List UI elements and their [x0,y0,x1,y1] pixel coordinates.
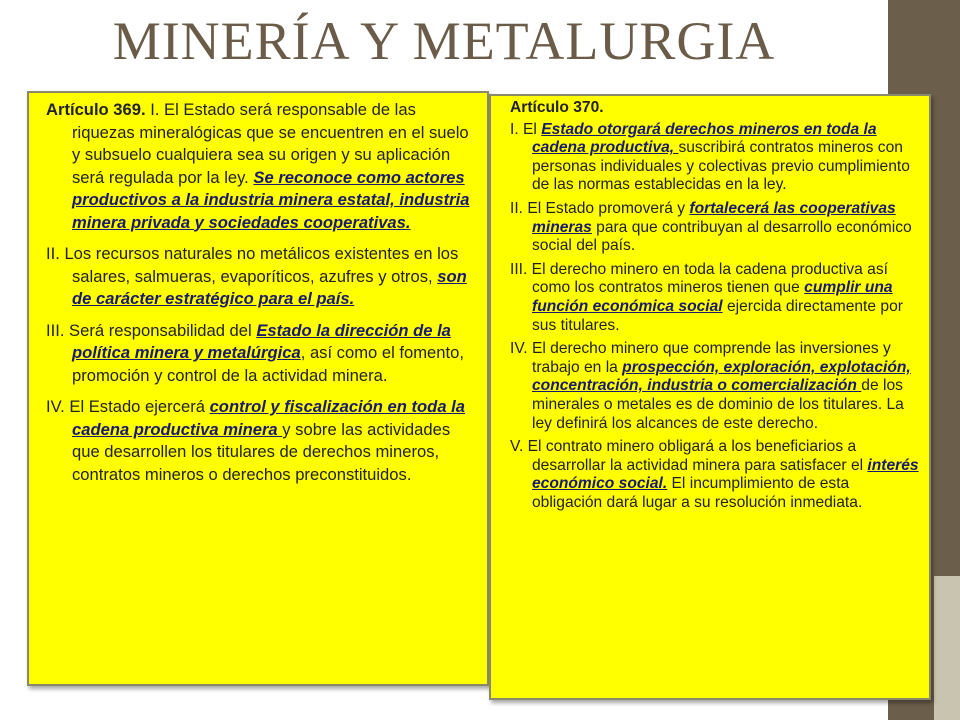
article-369-p2-highlight: son de carácter estratégico para el país. [72,266,467,308]
article-369-p3-text: III. Será responsabilidad del [46,320,257,340]
article-370-p3-highlight: cumplir una función económica social [532,279,893,315]
article-370-p3-tail: ejercida directamente por sus titulares. [532,297,903,334]
article-370-box [489,94,931,700]
article-369-box [27,91,489,686]
article-370-p2-highlight: fortalecerá las cooperativas mineras [532,199,896,236]
article-370-paragraph-5 [510,438,919,512]
article-370-p3-text: III. El derecho minero en toda la cadena productiva así como los contratos mineros tienen que [510,260,888,297]
article-370-p5-highlight: interés económico social. [532,456,919,493]
slide-title: MINERÍA Y METALURGIA [112,11,776,71]
article-370-paragraph-1 [510,121,919,195]
article-369-p4-highlight: control y fiscalización en toda la cadena productiva minera [72,397,465,439]
decorative-sidebar-accent [934,576,960,720]
article-370-p5-text: V. El contrato minero obligará a los beneficiarios a desarrollar la actividad minera para satisfacer el [510,438,868,474]
article-370-p4-text: IV. El derecho minero que comprende las inversiones y trabajo en la [510,340,891,376]
article-370-p1-highlight: Estado otorgará derechos mineros en toda la cadena productiva, [532,120,877,157]
article-370-p4-highlight: prospección, exploración, explotación, concentración, industria o comercialización [532,358,911,395]
article-370-p1-tail: suscribirá contratos mineros con personas individuales y colectivas previo cumplimiento de las normas establecidas en la ley. [532,139,910,194]
article-369-paragraph-3 [46,320,479,388]
article-369-p2-text: II. Los recursos naturales no metálicos existentes en los salares, salmueras, evaporíticos, azufres y otros, [46,244,459,286]
article-369-paragraph-4 [46,396,479,486]
article-369-heading: Artículo 369. [46,100,146,119]
article-369-p1-text: I. El Estado será responsable de las riquezas mineralógicas que se encuentren en el suelo y subsuelo cualquiera sea su origen y su aplicación será regulada por la ley. [72,100,469,187]
article-370-p2-text: II. El Estado promoverá y [510,199,690,217]
article-370-heading: Artículo 370. [510,99,604,116]
article-370-paragraph-2 [510,200,919,256]
article-370-p4-tail: de los minerales o metales es de dominio de los titulares. La ley definirá los alcances de este derecho. [532,377,904,432]
article-370-paragraph-4 [510,340,919,433]
article-369-paragraph-1 [46,99,479,234]
article-370-paragraph-3 [510,261,919,335]
article-370-p1-text: I. El [510,120,542,138]
article-369-p3-tail: , así como el fomento, promoción y control de la actividad minera. [72,343,464,385]
article-369-p4-text: IV. El Estado ejercerá [46,397,210,416]
article-369-p1-highlight: Se reconoce como actores productivos a la industria minera estatal, industria minera privada y sociedades cooperativas. [72,167,470,232]
article-369-p3-highlight: Estado la dirección de la política minera y metalúrgica [72,320,451,362]
article-370-p2-tail: para que contribuyan al desarrollo económico social del país. [532,218,912,255]
article-369-paragraph-2 [46,243,479,311]
article-369-p4-tail: y sobre las actividades que desarrollen los titulares de derechos mineros, contratos mineros o derechos preconstituidos. [72,419,451,484]
article-370-p5-tail: El incumplimiento de esta obligación dará lugar a su resolución inmediata. [532,475,863,511]
